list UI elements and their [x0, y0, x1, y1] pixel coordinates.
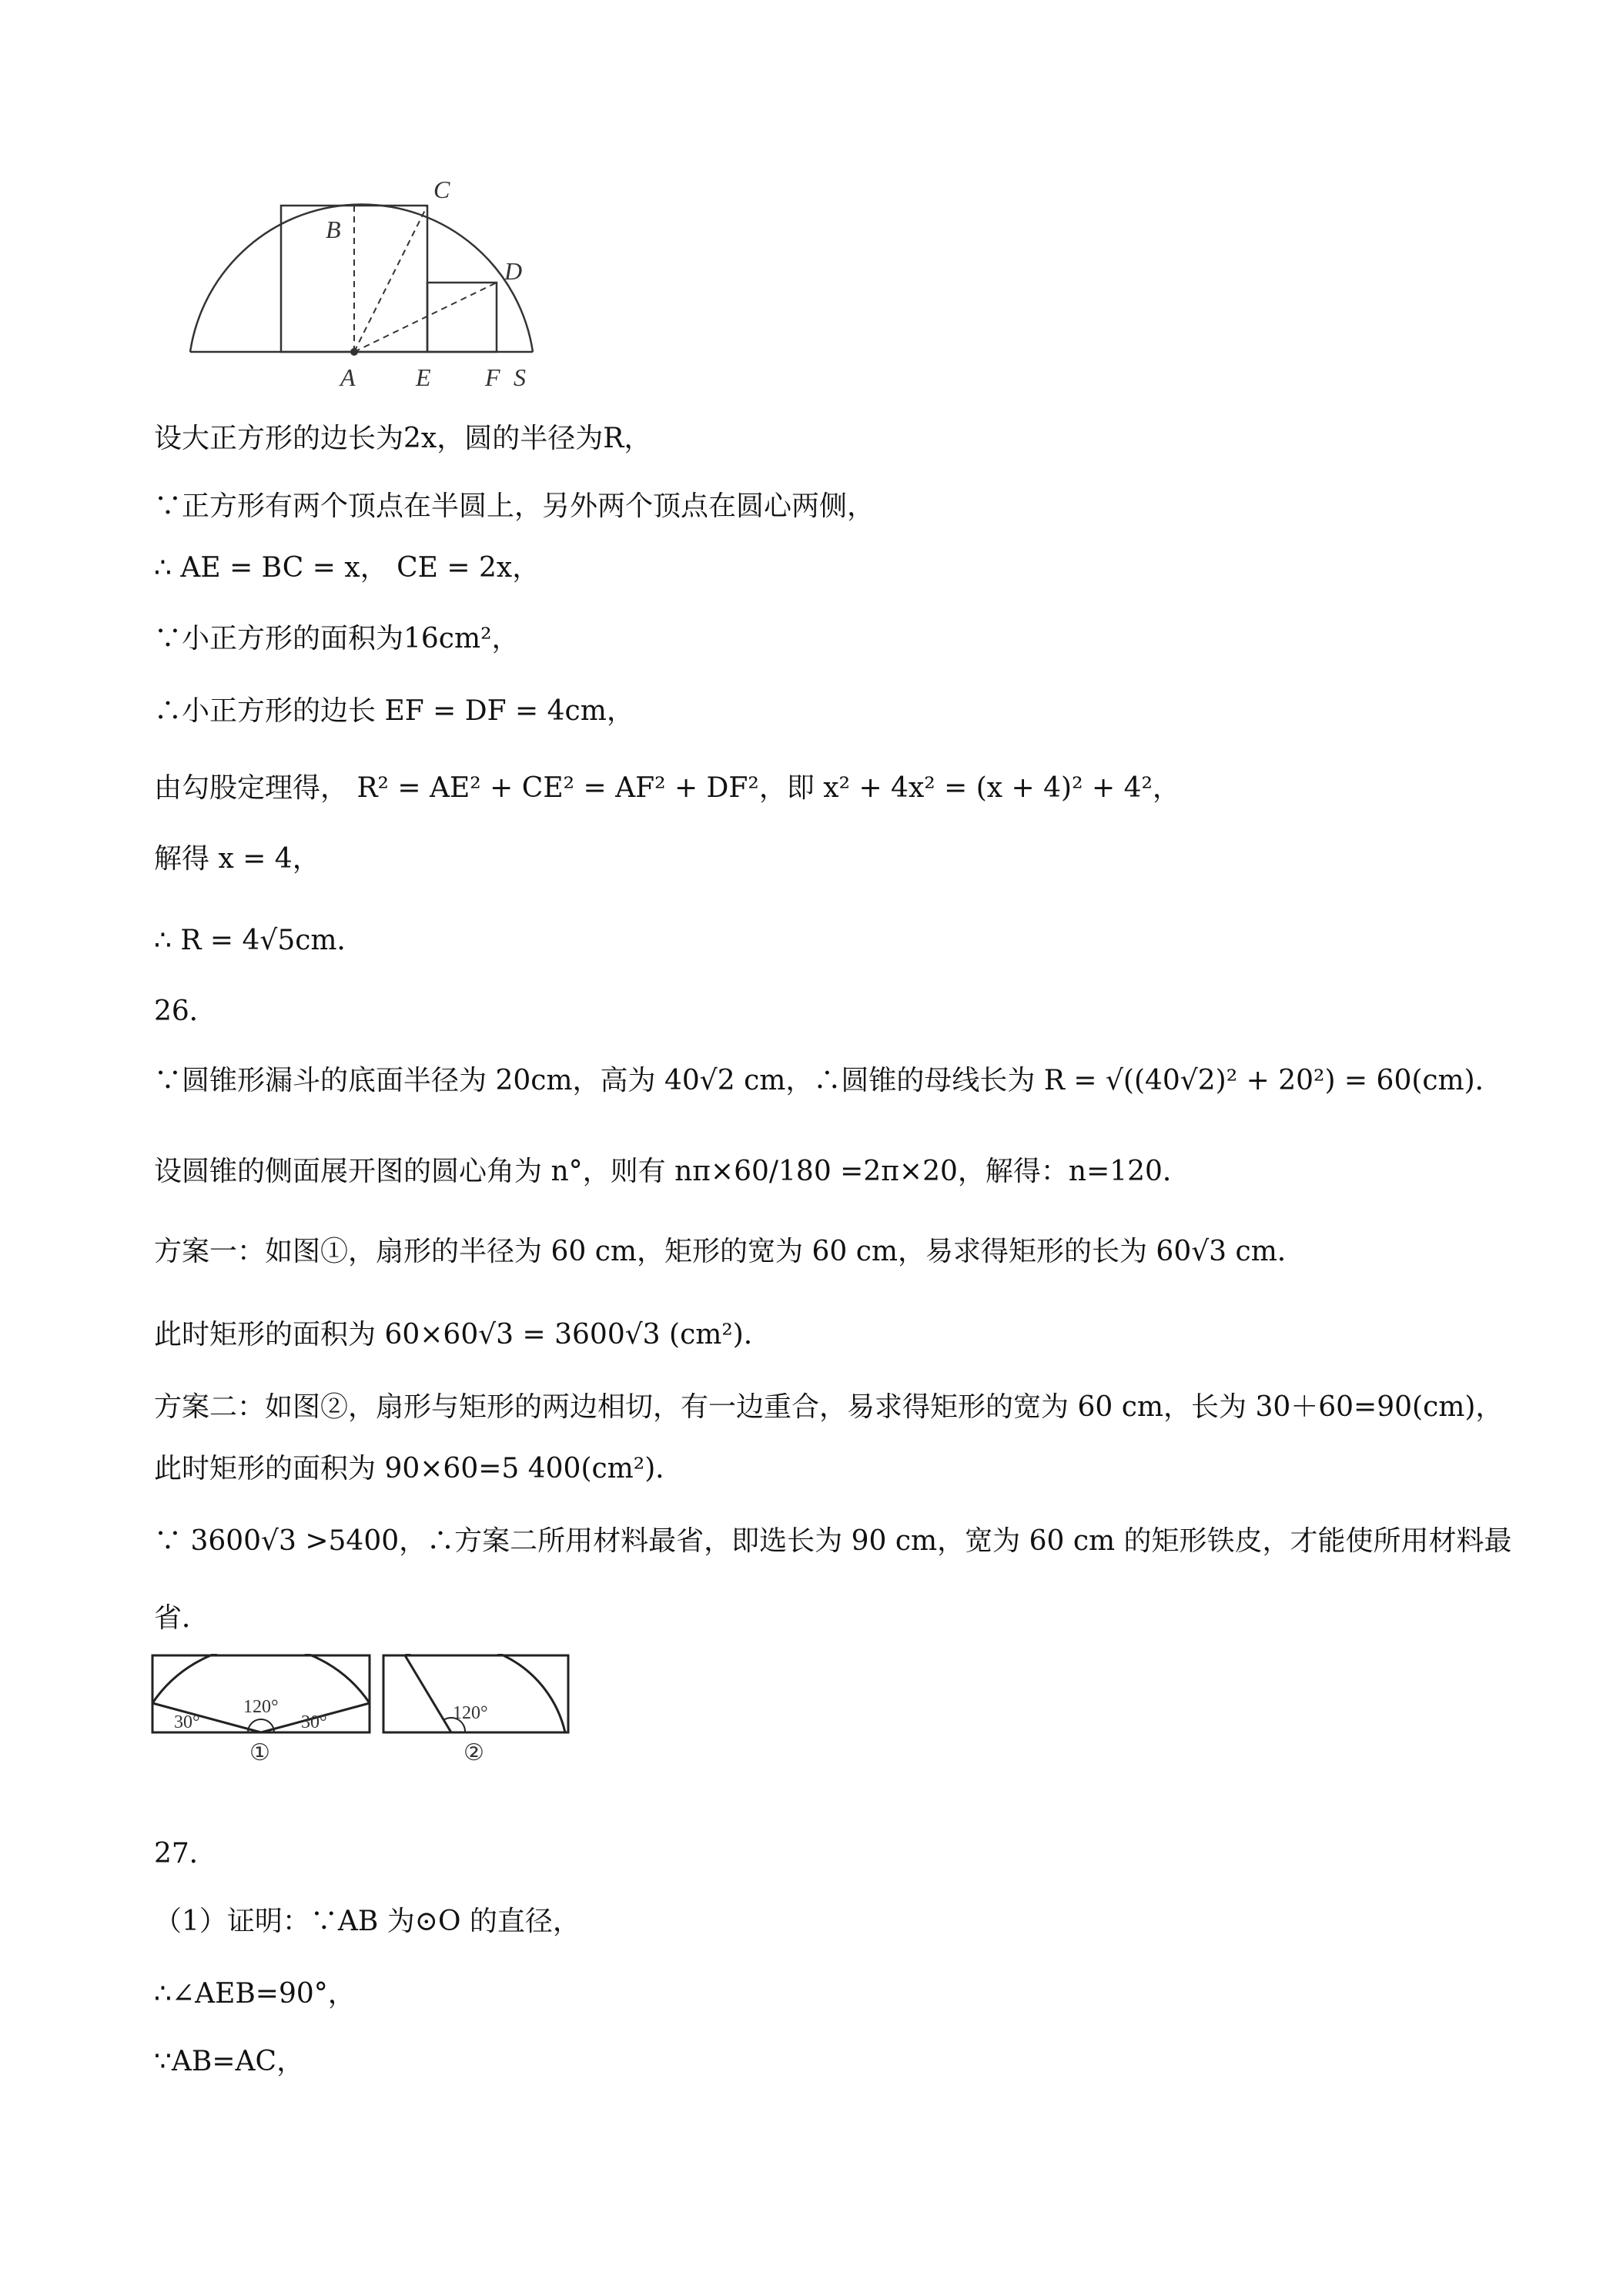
text-line-20: ∴∠AEB=90°，: [154, 1978, 356, 2010]
label-s: S: [514, 363, 526, 391]
text-line-14: 方案二：如图②，扇形与矩形的两边相切，有一边重合，易求得矩形的宽为 60 cm，长为 30＋60=90(cm)，: [154, 1391, 1504, 1423]
scheme-two-label: ②: [463, 1740, 484, 1766]
label-c: C: [433, 176, 450, 203]
scheme-one-figure: [151, 1654, 382, 1769]
text-line-6: 由勾股定理得， R² = AE² + CE² = AF² + DF²，即 x² + 4x² = (x + 4)² + 4²，: [154, 772, 1180, 804]
text-line-15: 此时矩形的面积为 90×60=5 400(cm²)．: [154, 1453, 684, 1484]
label-d: D: [504, 257, 523, 285]
dashed-ad: [354, 283, 497, 352]
small-square: [427, 283, 497, 352]
scheme-one-angle-center: 120°: [243, 1697, 279, 1717]
text-line-9: 26．: [154, 996, 217, 1027]
text-line-18: 27．: [154, 1838, 217, 1869]
dashed-ac: [354, 206, 427, 352]
scheme-one-angle-right: 30°: [301, 1712, 327, 1732]
text-line-8: ∴ R = 4√5cm．: [154, 925, 365, 956]
scheme-two-radius: [405, 1655, 451, 1732]
semicircle-arc: [190, 204, 533, 352]
text-line-13: 此时矩形的面积为 60×60√3 = 3600√3 (cm²)．: [154, 1319, 771, 1350]
text-line-7: 解得 x = 4，: [154, 843, 320, 875]
text-line-4: ∵小正方形的面积为16cm²，: [154, 623, 520, 654]
text-line-17: 省．: [154, 1602, 210, 1634]
label-f: F: [485, 363, 500, 391]
scheme-two-figure: [382, 1654, 582, 1769]
semicircle-squares-figure: [181, 173, 566, 404]
text-line-3: ∴ AE = BC = x， CE = 2x，: [154, 552, 540, 584]
label-e: E: [416, 363, 431, 391]
scheme-two-angle: 120°: [453, 1703, 488, 1723]
label-b: B: [326, 216, 341, 243]
text-line-12: 方案一：如图①，扇形的半径为 60 cm，矩形的宽为 60 cm，易求得矩形的长为 60√3 cm．: [154, 1236, 1305, 1267]
text-line-2: ∵正方形有两个顶点在半圆上，另外两个顶点在圆心两侧，: [154, 490, 875, 522]
scheme-one-arc: [152, 1654, 370, 1703]
label-a: A: [340, 363, 356, 391]
text-line-16: ∵ 3600√3 >5400，∴方案二所用材料最省，即选长为 90 cm，宽为 60 cm 的矩形铁皮，才能使所用材料最: [154, 1525, 1512, 1557]
scheme-one-angle-left: 30°: [174, 1712, 200, 1732]
center-point: [350, 348, 358, 356]
text-line-19: （1）证明：∵AB 为⊙O 的直径，: [154, 1906, 581, 1937]
text-line-21: ∵AB=AC，: [154, 2046, 305, 2077]
scheme-one-label: ①: [249, 1740, 270, 1766]
text-line-10: ∵圆锥形漏斗的底面半径为 20cm，高为 40√2 cm，∴圆锥的母线长为 R = √((40√2)² + 20²) = 60(cm)．: [154, 1065, 1503, 1096]
text-line-5: ∴小正方形的边长 EF = DF = 4cm，: [154, 695, 634, 727]
text-line-11: 设圆锥的侧面展开图的圆心角为 n°，则有 nπ×60/180 =2π×20，解得：n=120．: [154, 1156, 1190, 1187]
text-line-1: 设大正方形的边长为2x，圆的半径为R，: [154, 423, 652, 454]
